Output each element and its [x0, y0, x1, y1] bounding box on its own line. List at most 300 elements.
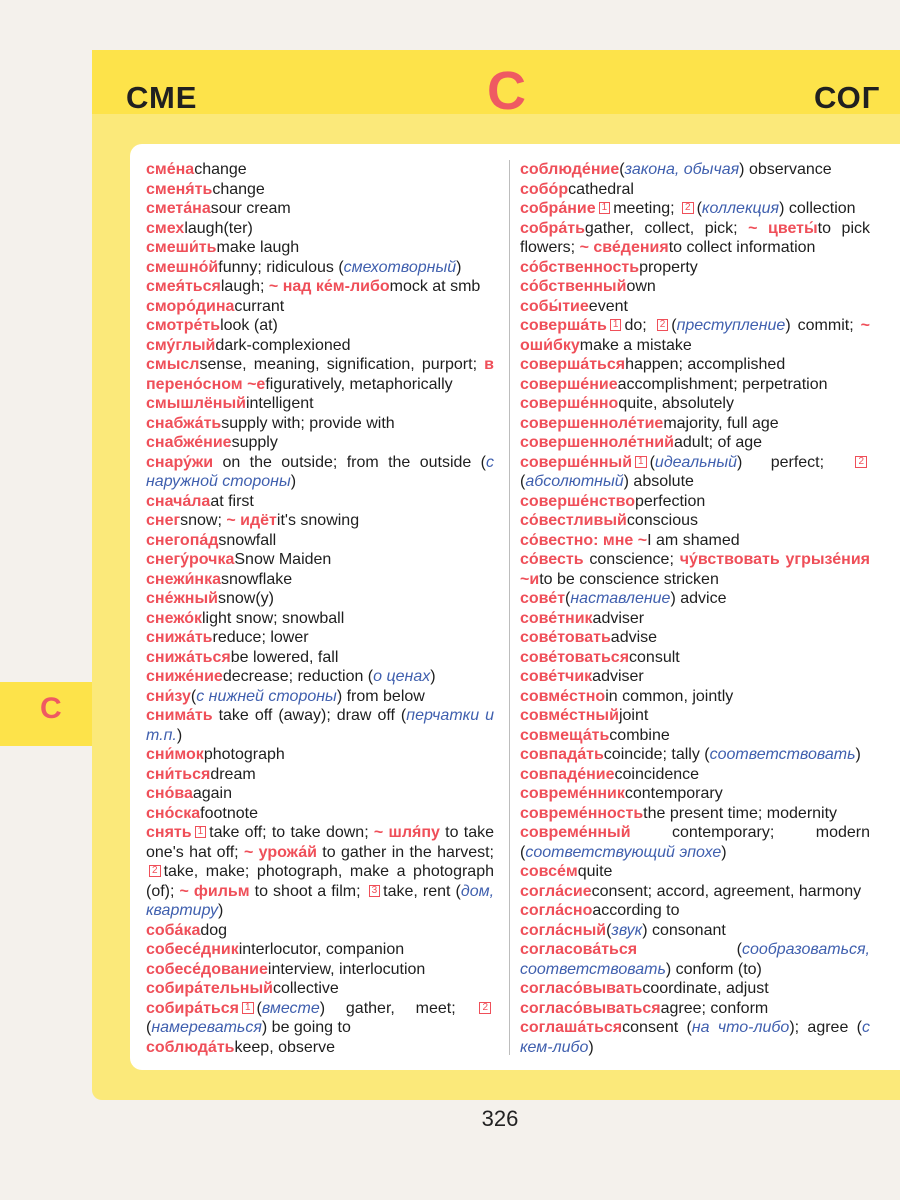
translation-text: ( — [565, 590, 571, 607]
headword: соверше́нно — [520, 395, 619, 412]
translation-text: dark-complexioned — [215, 336, 351, 354]
dictionary-entry — [520, 999, 870, 1019]
translation-text: make a mistake — [579, 336, 692, 354]
left-column — [146, 160, 494, 1057]
dictionary-entry — [146, 511, 494, 531]
translation-text: ( — [649, 453, 655, 471]
usage-note: перчатки и т.п. — [146, 707, 495, 744]
headword: совме́стно — [520, 687, 606, 705]
section-letter: С — [487, 61, 526, 121]
headword: снабже́ние — [146, 434, 232, 451]
dictionary-entry — [520, 355, 870, 375]
dictionary-entry — [146, 765, 494, 785]
translation-text: ( — [146, 1019, 152, 1036]
translation-text: the present time; modernity — [643, 804, 838, 822]
usage-note: о ценах — [373, 668, 431, 685]
dictionary-entry — [146, 979, 494, 999]
translation-text: laugh(ter) — [184, 219, 253, 237]
usage-note: соответствующий эпохе — [525, 843, 722, 861]
headword: сове́тник — [520, 609, 593, 627]
dictionary-entry — [146, 433, 494, 453]
dictionary-entry — [146, 180, 494, 200]
dictionary-entry — [520, 687, 870, 707]
dictionary-entry — [146, 414, 494, 434]
headword: совме́стный — [520, 707, 619, 724]
usage-note: на что-либо — [691, 1019, 790, 1036]
translation-text: accomplishment; perpetration — [617, 375, 828, 393]
dictionary-entry — [520, 979, 870, 999]
headword: сове́товаться — [520, 648, 630, 666]
translation-text: in common, jointly — [605, 687, 734, 705]
translation-text: ( — [671, 317, 677, 334]
headword: снежо́к — [146, 609, 202, 627]
translation-text: majority, full age — [663, 414, 779, 432]
headword: снижа́ть — [146, 629, 213, 646]
translation-text: footnote — [200, 804, 258, 822]
dictionary-entry — [146, 706, 494, 745]
headword: совершенноле́тний — [520, 434, 674, 451]
headword: собира́тельный — [146, 980, 273, 997]
translation-text: consent; accord, agreement, harmony — [591, 882, 862, 900]
translation-text: change — [212, 180, 265, 198]
headword: снег — [146, 512, 181, 529]
headword: со́вестно: мне ~ — [520, 531, 648, 549]
side-tab-letter: С — [40, 692, 62, 725]
headword: со́вестливый — [520, 512, 627, 529]
sense-number: 2 — [855, 456, 867, 468]
translation-text: be lowered, fall — [230, 648, 339, 666]
translation-text: ( — [190, 687, 197, 705]
dictionary-entry — [520, 258, 870, 278]
headword: совсе́м — [520, 863, 578, 880]
dictionary-entry — [146, 745, 494, 765]
dictionary-entry — [146, 277, 494, 297]
dictionary-entry — [146, 589, 494, 609]
headword: совреме́нность — [520, 804, 644, 822]
dictionary-entry — [520, 180, 870, 200]
dictionary-entry — [520, 862, 870, 882]
dictionary-entry — [146, 570, 494, 590]
translation-text: coincide; tally ( — [603, 746, 710, 763]
translation-text: ) absolute — [623, 473, 694, 490]
headword: согла́сно — [520, 902, 593, 919]
dictionary-entry — [520, 667, 870, 687]
translation-text: coincidence — [614, 765, 700, 783]
translation-text: coordinate, adjust — [642, 980, 769, 997]
translation-text: combine — [609, 726, 670, 744]
translation-text: meeting; — [613, 200, 679, 217]
headword: соверше́ние — [520, 375, 618, 393]
headword: согла́сный — [520, 921, 607, 939]
phrase: ~ шля́пу — [373, 824, 440, 841]
headword: смешно́й — [146, 258, 219, 276]
translation-text: it's snowing — [276, 512, 360, 529]
headword: совреме́нный — [520, 824, 631, 841]
translation-text: ( — [696, 200, 702, 217]
translation-text: laugh; — [220, 278, 269, 295]
headword: сни́ться — [146, 765, 211, 783]
translation-text: ) — [290, 473, 297, 490]
translation-text: ) — [176, 726, 183, 744]
translation-text: agree; conform — [660, 999, 769, 1017]
headword: соблюде́ние — [520, 161, 620, 178]
translation-text: ( — [637, 941, 742, 958]
sense-number: 2 — [657, 319, 669, 331]
guide-word-left: СМЕ — [126, 80, 198, 115]
translation-text: interlocutor, companion — [238, 941, 405, 958]
dictionary-entry — [146, 219, 494, 239]
headword: со́бственность — [520, 258, 640, 276]
translation-text: ( — [606, 921, 612, 939]
translation-text: ) — [721, 843, 727, 861]
translation-text: conscience; — [583, 551, 680, 568]
headword: смета́на — [146, 200, 211, 217]
dictionary-entry — [520, 765, 870, 785]
headword: собра́ть — [520, 219, 585, 237]
sense-number: 2 — [682, 202, 694, 214]
headword: совпаде́ние — [520, 765, 615, 783]
dictionary-entry — [520, 589, 870, 609]
translation-text: reduce; lower — [212, 629, 309, 646]
dictionary-entry — [520, 316, 870, 355]
translation-text: collective — [272, 980, 339, 997]
dictionary-entry — [146, 492, 494, 512]
headword: сни́мок — [146, 746, 204, 763]
translation-text: dog — [200, 921, 228, 939]
dictionary-entry — [520, 550, 870, 589]
translation-text: again — [192, 785, 233, 802]
headword: собо́р — [520, 180, 569, 198]
headword: сни́зу — [146, 687, 191, 705]
dictionary-entry — [146, 297, 494, 317]
page-number: 326 — [481, 1106, 519, 1131]
dictionary-entry — [146, 199, 494, 219]
dictionary-entry — [520, 453, 870, 492]
dictionary-entry — [146, 355, 494, 394]
dictionary-entry — [520, 648, 870, 668]
dictionary-entry — [146, 453, 494, 492]
dictionary-entry — [146, 609, 494, 629]
translation-text: contemporary — [624, 785, 723, 802]
headword: согласова́ться — [520, 941, 638, 958]
translation-text: snowflake — [221, 570, 293, 588]
dictionary-entry — [146, 336, 494, 356]
translation-text: ( — [619, 161, 625, 178]
translation-text: ) — [217, 902, 224, 919]
dictionary-entry — [520, 628, 870, 648]
translation-text: ) conform (to) — [665, 960, 762, 978]
translation-text: ) collection — [779, 200, 856, 217]
dictionary-entry — [146, 394, 494, 414]
headword: собесе́дование — [146, 960, 268, 978]
headword: снегу́рочка — [146, 551, 235, 568]
headword: совреме́нник — [520, 785, 625, 802]
translation-text: light snow; snowball — [201, 609, 345, 627]
headword: собы́тие — [520, 297, 589, 315]
translation-text: take, rent ( — [383, 882, 461, 900]
dictionary-entry — [146, 784, 494, 804]
translation-text: property — [639, 258, 698, 276]
dictionary-entry — [520, 940, 870, 979]
translation-text: adult; of age — [673, 434, 763, 451]
headword: согласо́вываться — [520, 999, 661, 1017]
headword: сове́тчик — [520, 668, 593, 685]
dictionary-entry — [146, 628, 494, 648]
dictionary-entry — [520, 1018, 870, 1057]
translation-text: look (at) — [220, 317, 278, 334]
translation-text: ) gather, meet; — [319, 999, 477, 1017]
dictionary-entry — [520, 901, 870, 921]
dictionary-entry — [520, 726, 870, 746]
headword: со́бственный — [520, 278, 627, 295]
translation-text: ) consonant — [642, 921, 726, 939]
translation-text: currant — [234, 297, 285, 315]
translation-text: supply with; provide with — [221, 414, 395, 432]
translation-text: change — [194, 161, 247, 178]
translation-text: cathedral — [568, 180, 634, 198]
translation-text: decrease; reduction ( — [222, 668, 374, 685]
usage-note: звук — [611, 921, 643, 939]
dictionary-entry — [146, 316, 494, 336]
translation-text: ) — [588, 1038, 594, 1056]
translation-text: consent ( — [622, 1019, 692, 1036]
sense-number: 2 — [149, 865, 161, 877]
headword: сморо́дина — [146, 297, 235, 315]
translation-text: snow; — [180, 512, 227, 529]
translation-text: advise — [610, 629, 658, 646]
headword: смеши́ть — [146, 239, 217, 256]
translation-text: intelligent — [245, 395, 314, 412]
translation-text: adviser — [592, 668, 644, 685]
translation-text: Snow Maiden — [234, 551, 332, 568]
translation-text: quite — [577, 863, 613, 880]
headword: соба́ка — [146, 921, 201, 939]
translation-text: gather, collect, pick; — [584, 219, 749, 237]
translation-text: dream — [210, 765, 256, 783]
headword: соверше́нство — [520, 492, 635, 510]
dictionary-entry — [146, 804, 494, 824]
dictionary-entry — [520, 745, 870, 765]
translation-text: to take one's hat off; — [146, 824, 494, 861]
headword: согла́сие — [520, 882, 592, 900]
dictionary-entry — [520, 199, 870, 219]
headword: смысл — [146, 356, 200, 373]
translation-text: figuratively, metaphorically — [265, 375, 453, 393]
dictionary-entry — [146, 687, 494, 707]
headword: со́весть — [520, 551, 584, 568]
dictionary-entry — [146, 940, 494, 960]
translation-text: ) — [855, 746, 861, 763]
sense-number: 1 — [195, 826, 207, 838]
translation-text: supply — [231, 434, 278, 451]
translation-text: ); agree ( — [789, 1019, 862, 1036]
translation-text: ) — [430, 668, 436, 685]
phrase: ~ оши́бку — [520, 317, 870, 354]
translation-text: I am shamed — [647, 531, 740, 549]
dictionary-entry — [146, 921, 494, 941]
dictionary-entry — [520, 492, 870, 512]
dictionary-entry — [146, 1038, 494, 1058]
headword: соблюда́ть — [146, 1038, 235, 1056]
translation-text: event — [588, 297, 628, 315]
sense-number: 2 — [479, 1002, 491, 1014]
dictionary-entry — [146, 160, 494, 180]
translation-text: consult — [629, 648, 680, 666]
phrase: ~ урожа́й — [243, 843, 317, 861]
phrase: чу́вствовать угрызе́ния ~и — [520, 551, 870, 588]
headword: смея́ться — [146, 278, 221, 295]
dictionary-entry — [146, 823, 494, 921]
headword: снегопа́д — [146, 531, 219, 549]
translation-text: ) be going to — [261, 1019, 351, 1036]
headword: сно́ска — [146, 804, 201, 822]
dictionary-entry — [146, 550, 494, 570]
translation-text: ) from below — [336, 687, 425, 705]
headword: сменя́ть — [146, 180, 213, 198]
dictionary-entry — [520, 882, 870, 902]
usage-note: абсолютный — [525, 473, 624, 490]
translation-text: own — [626, 278, 656, 295]
dictionary-entry — [520, 414, 870, 434]
translation-text: sour cream — [210, 200, 291, 217]
dictionary-entry — [520, 804, 870, 824]
translation-text: to collect information — [668, 239, 816, 256]
headword: согласо́вывать — [520, 980, 643, 997]
usage-note: идеальный — [654, 453, 738, 471]
usage-note: сообразоваться, соответствовать — [520, 941, 870, 978]
dictionary-entry — [520, 823, 870, 862]
translation-text: take, make; photograph, make a photograph (of); — [146, 863, 494, 900]
translation-text: ) commit; — [785, 317, 861, 334]
headword: смышлёный — [146, 395, 246, 412]
right-column — [520, 160, 870, 1057]
headword: снача́ла — [146, 492, 211, 510]
translation-text: funny; ridiculous ( — [218, 258, 344, 276]
usage-note: коллекция — [701, 200, 780, 217]
translation-text: quite, absolutely — [618, 395, 734, 412]
usage-note: с наружной стороны — [146, 453, 494, 490]
dictionary-entry — [520, 297, 870, 317]
dictionary-entry — [520, 609, 870, 629]
dictionary-entry — [146, 258, 494, 278]
translation-text: interview, interlocution — [267, 960, 426, 978]
usage-note: соответствовать — [709, 746, 856, 763]
dictionary-entry — [146, 648, 494, 668]
guide-word-right: СОГ — [814, 80, 881, 115]
dictionary-entry — [520, 375, 870, 395]
translation-text: take off; to take down; — [209, 824, 374, 841]
dictionary-entry — [146, 531, 494, 551]
headword: собра́ние — [520, 200, 596, 217]
usage-note: с кем-либо — [520, 1019, 870, 1056]
headword: смотре́ть — [146, 317, 221, 334]
translation-text: ( — [256, 999, 262, 1017]
translation-text: to be conscience stricken — [539, 570, 719, 588]
translation-text: to shoot a film; — [249, 882, 366, 900]
headword: совмеща́ть — [520, 726, 610, 744]
translation-text: adviser — [592, 609, 645, 627]
translation-text: ) perfect; — [737, 453, 853, 471]
headword: снима́ть — [146, 707, 213, 724]
translation-text: ) observance — [739, 161, 832, 178]
dictionary-entry — [146, 960, 494, 980]
translation-text: perfection — [635, 492, 706, 510]
column-divider — [509, 160, 510, 1055]
dictionary-entry — [146, 238, 494, 258]
sense-number: 1 — [242, 1002, 254, 1014]
headword: сове́т — [520, 590, 566, 607]
translation-text: sense, meaning, signification, purport; — [199, 356, 485, 373]
headword: сниже́ние — [146, 668, 223, 685]
usage-note: дом, квартиру — [146, 882, 495, 919]
sense-number: 1 — [635, 456, 647, 468]
headword: сне́жный — [146, 590, 218, 607]
headword: снабжа́ть — [146, 414, 222, 432]
dictionary-entry — [520, 511, 870, 531]
dictionary-entry — [520, 219, 870, 258]
headword: снару́жи — [146, 453, 214, 471]
headword: соверша́ть — [520, 317, 607, 334]
dictionary-entry — [146, 667, 494, 687]
usage-note: закона, обычая — [624, 161, 740, 178]
dictionary-entry — [520, 921, 870, 941]
dictionary-entry — [520, 394, 870, 414]
headword: снежи́нка — [146, 570, 221, 588]
usage-note: вместе — [261, 999, 320, 1017]
translation-text: conscious — [626, 512, 698, 529]
translation-text: joint — [618, 707, 649, 724]
translation-text: on the outside; from the outside ( — [213, 453, 486, 471]
translation-text: ( — [520, 473, 526, 490]
dictionary-entry — [520, 433, 870, 453]
translation-text: to pick flowers; — [520, 219, 871, 256]
translation-text: ) — [456, 258, 462, 276]
headword: смех — [146, 219, 185, 237]
headword: соглаша́ться — [520, 1019, 623, 1036]
translation-text: contemporary; modern ( — [520, 824, 870, 861]
phrase: ~ идёт — [226, 512, 277, 529]
headword: снижа́ться — [146, 648, 231, 666]
headword: соверше́нный — [520, 453, 633, 471]
dictionary-entry — [520, 784, 870, 804]
dictionary-entry — [520, 277, 870, 297]
headword: совершенноле́тие — [520, 414, 664, 432]
translation-text: make laugh — [216, 239, 300, 256]
translation-text: to gather in the harvest; — [316, 843, 494, 861]
translation-text: do; — [624, 317, 654, 334]
sense-number: 1 — [610, 319, 622, 331]
usage-note: преступление — [676, 317, 786, 334]
translation-text: photograph — [203, 746, 285, 763]
headword: снять — [146, 824, 192, 841]
phrase: ~ над ке́м-либо — [268, 278, 390, 295]
headword: соверша́ться — [520, 356, 626, 373]
phrase: в перено́сном ~е — [146, 356, 494, 393]
headword: сно́ва — [146, 785, 193, 802]
dictionary-entry — [520, 706, 870, 726]
headword: собира́ться — [146, 999, 239, 1017]
translation-text: keep, observe — [234, 1038, 336, 1056]
phrase: ~ цветы́ — [748, 219, 818, 237]
headword: сме́на — [146, 161, 195, 178]
usage-note: с нижней стороны — [196, 687, 337, 705]
sense-number: 3 — [369, 885, 381, 897]
phrase: ~ фильм — [179, 882, 250, 900]
dictionary-entry — [146, 999, 494, 1038]
translation-text: mock at smb — [389, 278, 481, 295]
translation-text: according to — [592, 902, 680, 919]
translation-text: snowfall — [218, 531, 277, 549]
